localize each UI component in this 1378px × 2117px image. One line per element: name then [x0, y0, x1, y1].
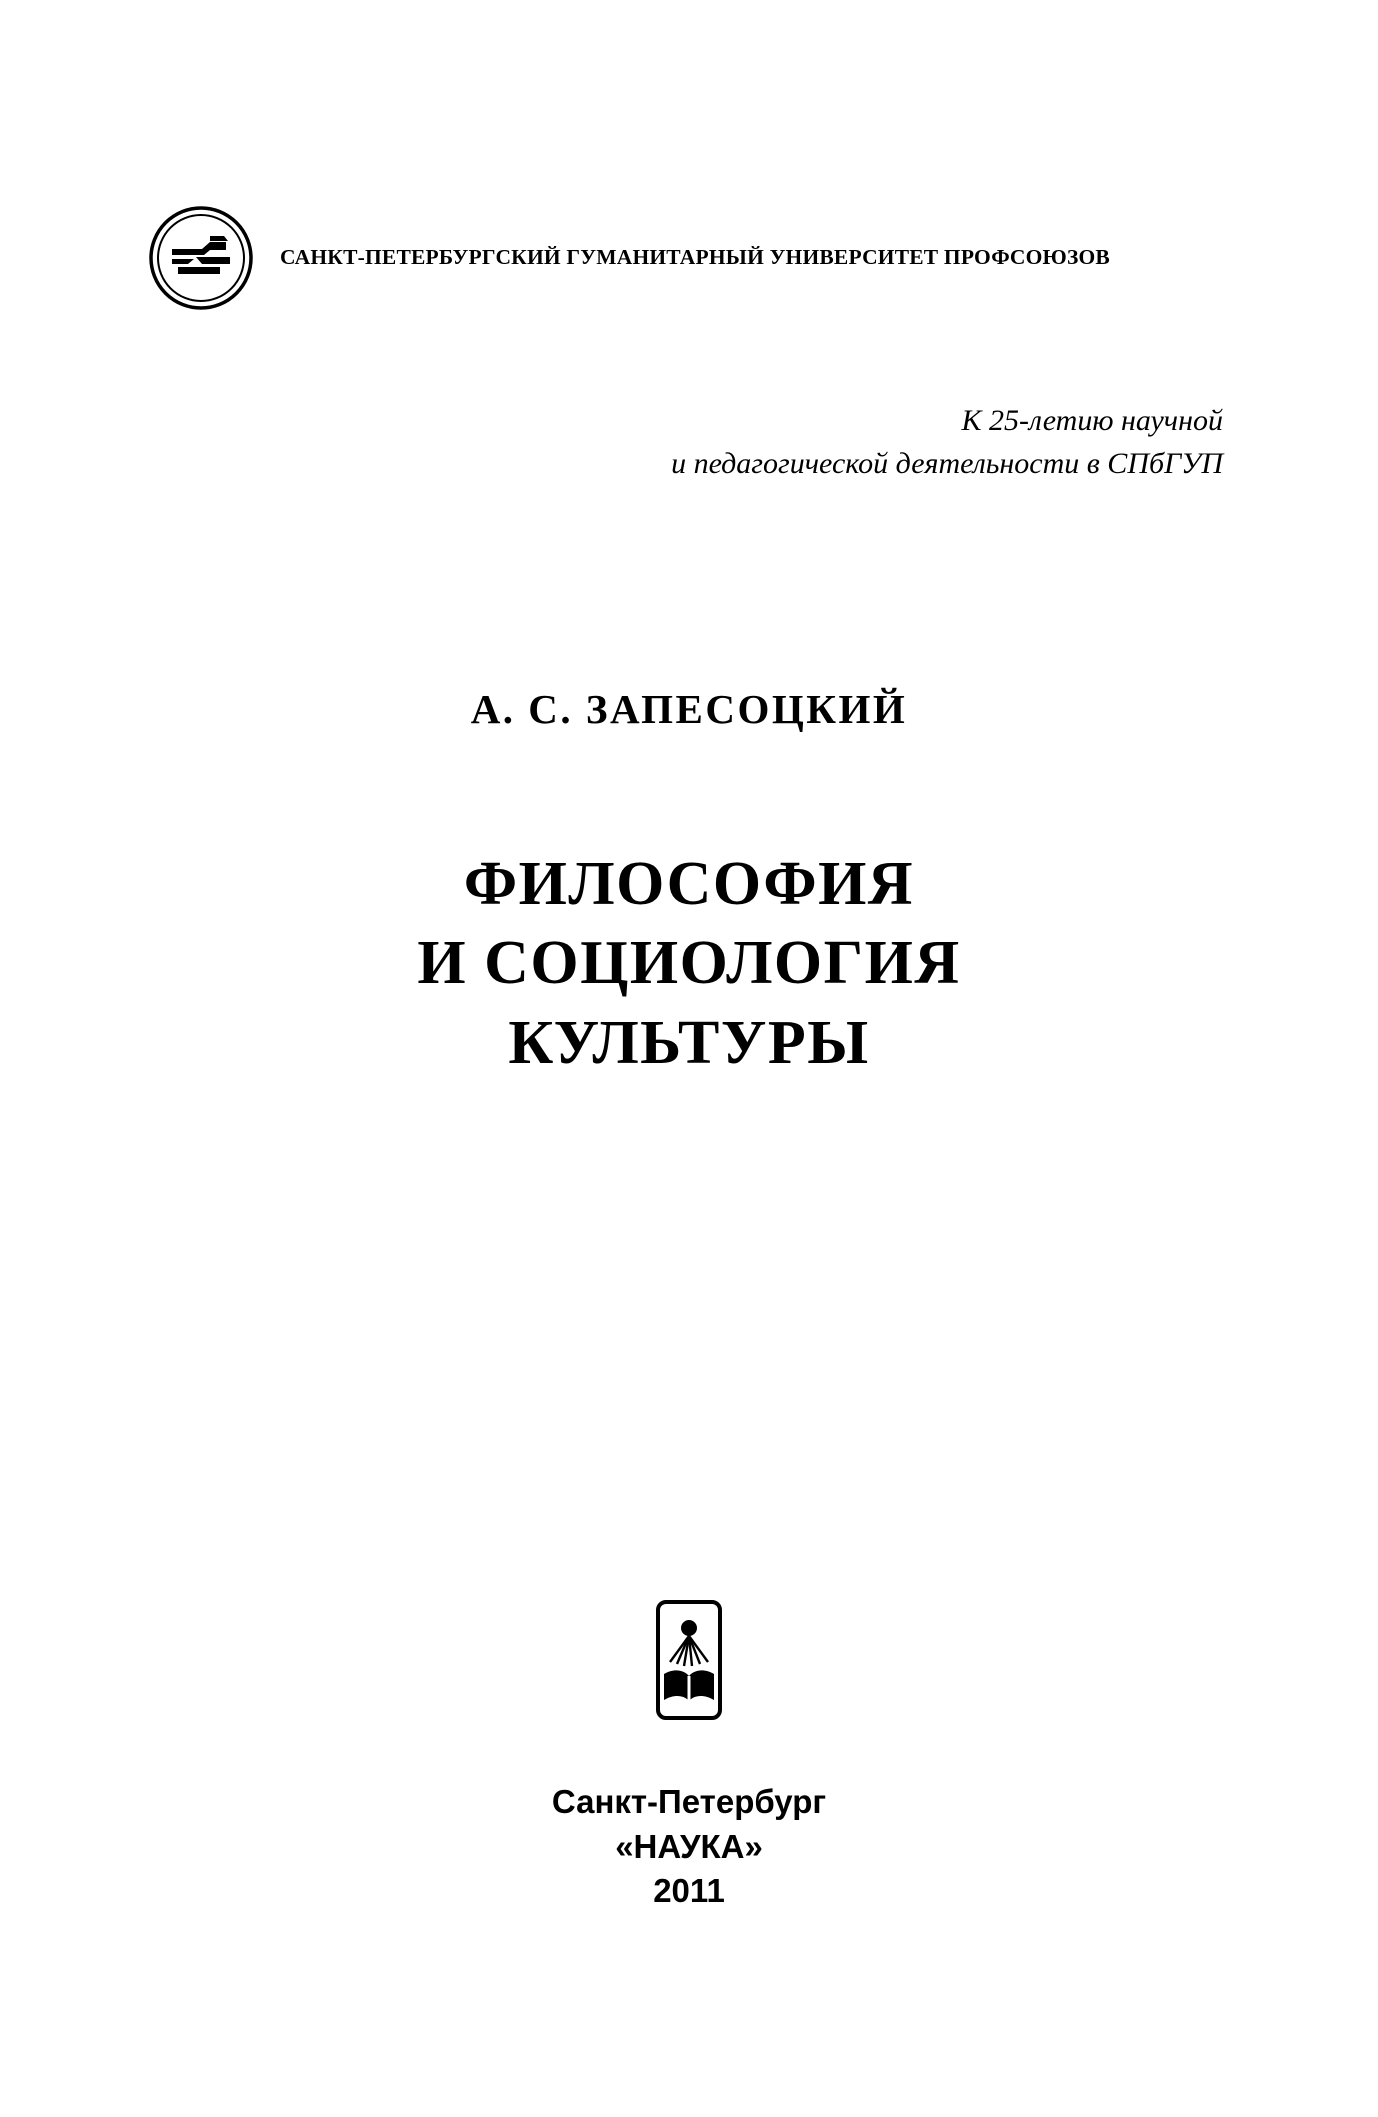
imprint-publisher: «НАУКА»	[615, 1827, 763, 1865]
imprint-year: 2011	[653, 1872, 725, 1910]
dedication-line-2: и педагогической деятельности в СПбГУП	[671, 446, 1223, 480]
university-name: САНКТ-ПЕТЕРБУРГСКИЙ ГУМАНИТАРНЫЙ УНИВЕРСИТЕТ ПРОФСОЮЗОВ	[280, 245, 1110, 270]
author-name: А. С. ЗАПЕСОЦКИЙ	[470, 686, 908, 732]
book-title-line-3: КУЛЬТУРЫ	[508, 1008, 870, 1077]
university-header	[148, 205, 1248, 311]
book-title-line-2: И СОЦИОЛОГИЯ	[417, 929, 961, 998]
imprint-city: Санкт-Петербург	[551, 1783, 827, 1820]
book-title-line-1: ФИЛОСОФИЯ	[463, 850, 915, 918]
dedication	[0, 400, 1223, 485]
spbgup-emblem-icon	[148, 205, 254, 311]
dedication-line-1: К 25-летию научной	[961, 404, 1223, 437]
imprint	[0, 1780, 1378, 1914]
nauka-book-sun-icon	[656, 1600, 722, 1720]
book-title	[0, 845, 1378, 1083]
